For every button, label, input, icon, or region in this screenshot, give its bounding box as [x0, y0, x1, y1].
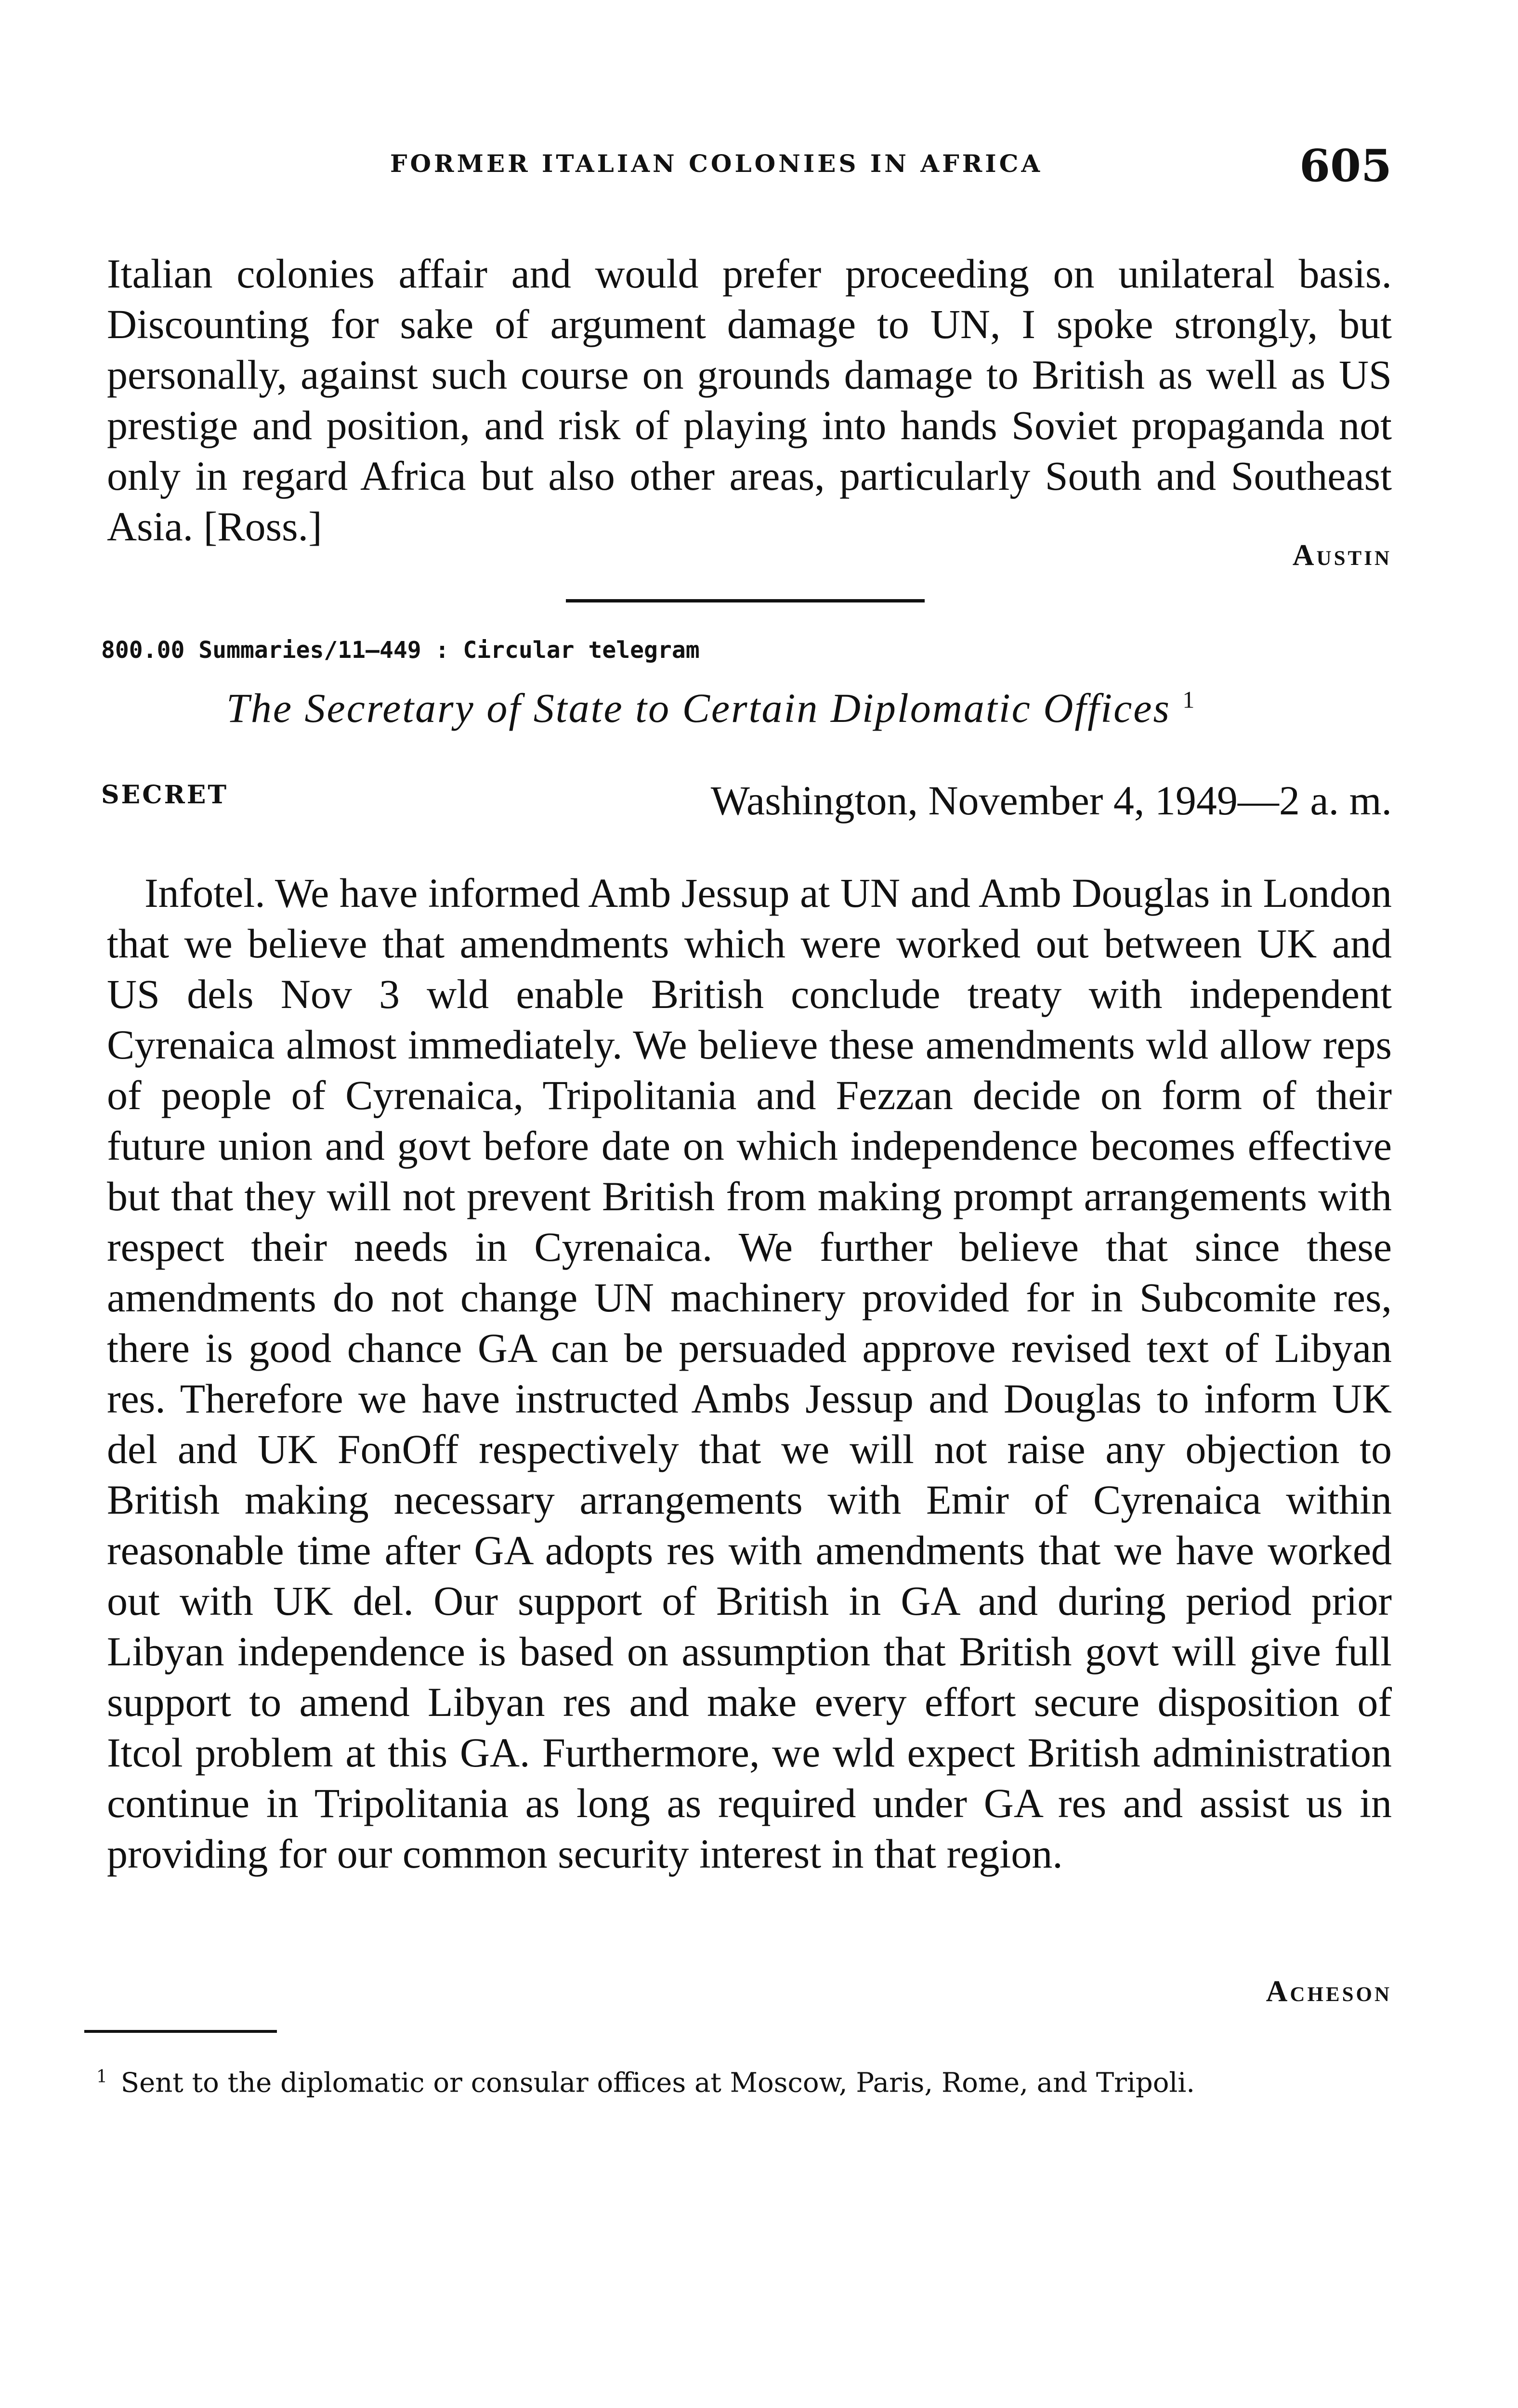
file-reference: 800.00 Summaries/11–449 : Circular telegram [101, 637, 700, 664]
footnote [96, 2067, 1195, 2099]
signature-acheson: Acheson [1266, 1975, 1392, 2008]
footnote-text: Sent to the diplomatic or consular offices at Moscow, Paris, Rome, and Tripoli. [120, 2067, 1195, 2099]
footnote-marker: 1 [96, 2067, 107, 2087]
title-footnote-marker: 1 [1182, 686, 1196, 713]
document-title [226, 684, 1196, 732]
document-title-text: The Secretary of State to Certain Diplomatic Offices [226, 685, 1171, 731]
section-divider [566, 599, 925, 602]
signature-austin: Austin [1292, 539, 1392, 572]
dateline: Washington, November 4, 1949—2 a. m. [710, 777, 1392, 824]
footnote-divider [84, 2030, 277, 2033]
running-header [111, 140, 1392, 193]
continued-paragraph: Italian colonies affair and would prefer proceeding on unilateral basis. Discounting for sake of argument damage to UN, I spoke strongly, but personally, against such course on grounds damage to British as well as US prestige and position, and risk of playing into hands Soviet propaganda not only in regard Africa but also other areas, particularly South and Southeast Asia. [Ross.] [107, 250, 1392, 550]
running-title: FORMER ITALIAN COLONIES IN AFRICA [390, 149, 1043, 178]
classification-label: SECRET [101, 780, 229, 810]
telegram-body: Infotel. We have informed Amb Jessup at UN and Amb Douglas in London that we believe that amendments which were worked out between UK and US dels Nov 3 wld enable British conclude treaty with independent Cyrenaica almost immediately. We believe these amendments wld allow reps of people of Cyrenaica, Tripolitania and Fezzan decide on form of their future union and govt before date on which independence becomes effective but that they will not prevent British from making prompt arrangements with respect their needs in Cyrenaica. We further believe that since these amendments do not change UN machinery provided for in Subcomite res, there is good chance GA can be persuaded approve revised text of Libyan res. Therefore we have instructed Ambs Jessup and Douglas to inform UK del and UK FonOff respectively that we will not raise any objection to British making necessary arrangements with Emir of Cyrenaica within reasonable time after GA adopts res with amendments that we have worked out with UK del. Our support of British in GA and during period prior Libyan independence is based on assumption that British govt will give full support to amend Libyan res and make every effort secure disposition of Itcol problem at this GA. Furthermore, we wld expect British administration continue in Tripolitania as long as required under GA res and assist us in providing for our common security interest in that region. [107, 870, 1392, 1877]
page-number: 605 [1299, 140, 1392, 192]
